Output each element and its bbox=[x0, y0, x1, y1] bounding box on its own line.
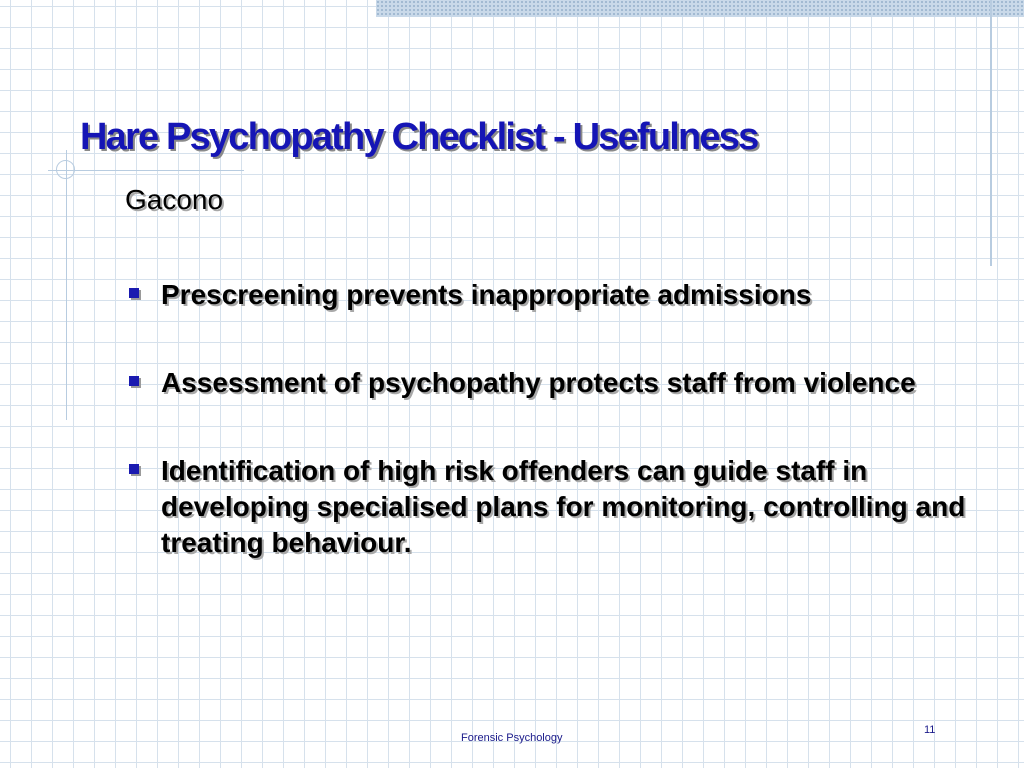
square-bullet-icon bbox=[129, 288, 139, 298]
decorative-vertical-line-left bbox=[66, 150, 67, 420]
header-pattern-band bbox=[376, 0, 1024, 17]
footer-text: Forensic Psychology bbox=[461, 732, 563, 744]
square-bullet-icon bbox=[129, 376, 139, 386]
bullet-text: Identification of high risk offenders can guide staff in developing specialised plans for monitoring, controlling and treating behaviour. bbox=[161, 455, 966, 558]
page-number: 11 bbox=[924, 724, 936, 736]
bullet-text: Prescreening prevents inappropriate admissions bbox=[161, 279, 812, 310]
bullet-list bbox=[126, 277, 966, 613]
slide-subheading: Gacono bbox=[125, 184, 224, 215]
bullet-item bbox=[126, 453, 966, 561]
square-bullet-icon bbox=[129, 464, 139, 474]
bullet-text: Assessment of psychopathy protects staff from violence bbox=[161, 367, 916, 398]
slide-title: Hare Psychopathy Checklist - Usefulness bbox=[80, 116, 758, 158]
title-underline-decoration bbox=[48, 170, 244, 171]
bullet-item bbox=[126, 365, 966, 401]
circle-ornament-icon bbox=[56, 160, 75, 179]
decorative-vertical-line-right bbox=[990, 0, 992, 266]
bullet-item bbox=[126, 277, 966, 313]
